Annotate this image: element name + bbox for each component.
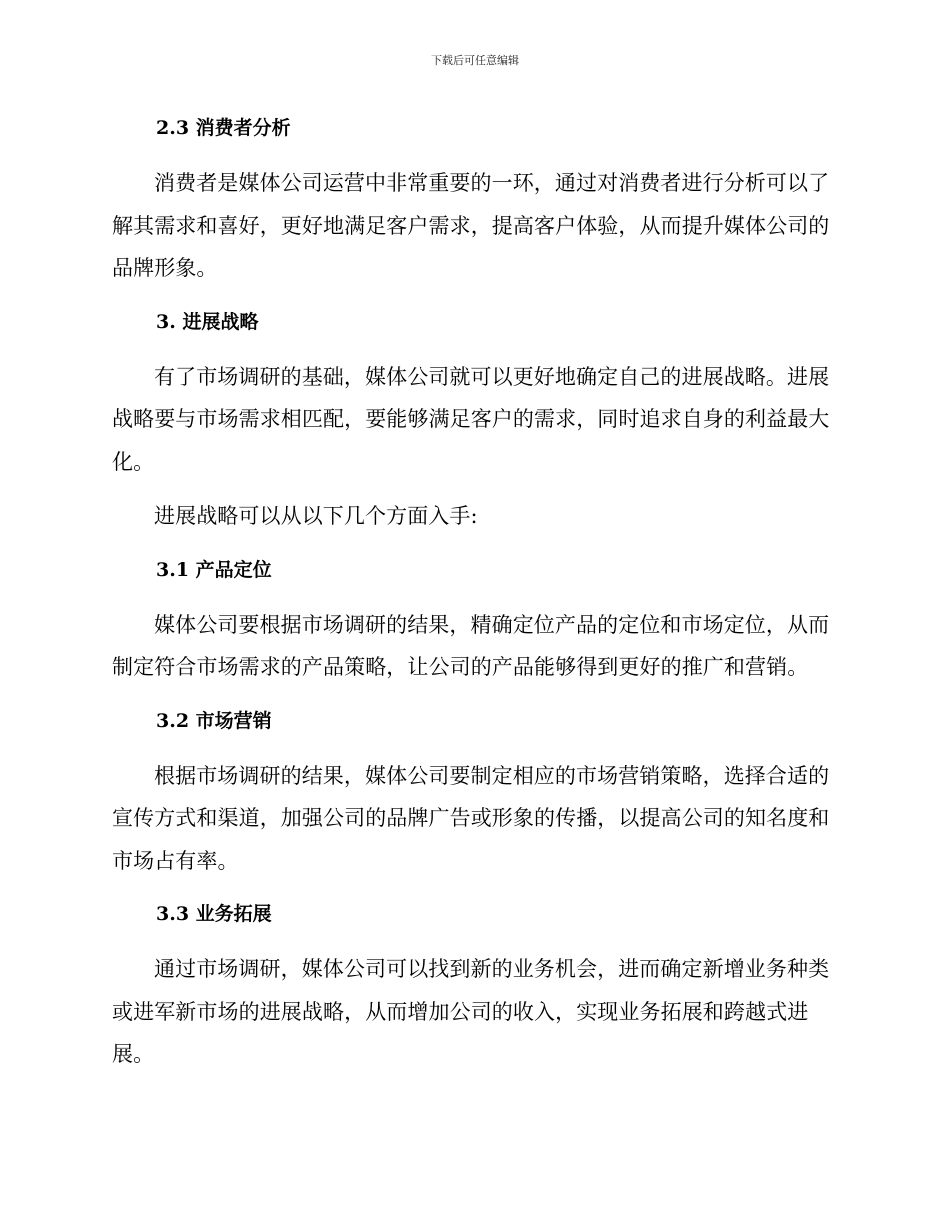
section-heading-product-positioning: 3.1 产品定位 <box>156 558 272 581</box>
paragraph-product-positioning: 媒体公司要根据市场调研的结果，精确定位产品的定位和市场定位，从而制定符合市场需求的产品策略，让公司的产品能够得到更好的推广和营销。 <box>112 612 830 679</box>
section-heading-consumer-analysis: 2.3 消费者分析 <box>156 117 291 139</box>
paragraph-development-strategy: 有了市场调研的基础，媒体公司就可以更好地确定自己的进展战略。进展战略要与市场需求相匹配，要能够满足客户的需求，同时追求自身的利益最大化。 <box>112 364 830 474</box>
document-body <box>112 108 834 1076</box>
paragraph-marketing: 根据市场调研的结果，媒体公司要制定相应的市场营销策略，选择合适的宣传方式和渠道，加强公司的品牌广告或形象的传播，以提高公司的知名度和市场占有率。 <box>112 763 830 873</box>
paragraph-business-expansion: 通过市场调研，媒体公司可以找到新的业务机会，进而确定新增业务种类或进军新市场的进展战略，从而增加公司的收入，实现业务拓展和跨越式进展。 <box>112 957 830 1066</box>
section-heading-development-strategy: 3. 进展战略 <box>156 310 259 333</box>
page-header: 下载后可任意编辑 <box>431 54 519 67</box>
section-heading-business-expansion: 3.3 业务拓展 <box>156 903 272 925</box>
section-heading-marketing: 3.2 市场营销 <box>156 709 272 732</box>
paragraph-strategy-aspects: 进展战略可以从以下几个方面入手: <box>154 504 478 528</box>
paragraph-consumer-analysis: 消费者是媒体公司运营中非常重要的一环，通过对消费者进行分析可以了解其需求和喜好，更好地满足客户需求，提高客户体验，从而提升媒体公司的品牌形象。 <box>112 171 830 280</box>
